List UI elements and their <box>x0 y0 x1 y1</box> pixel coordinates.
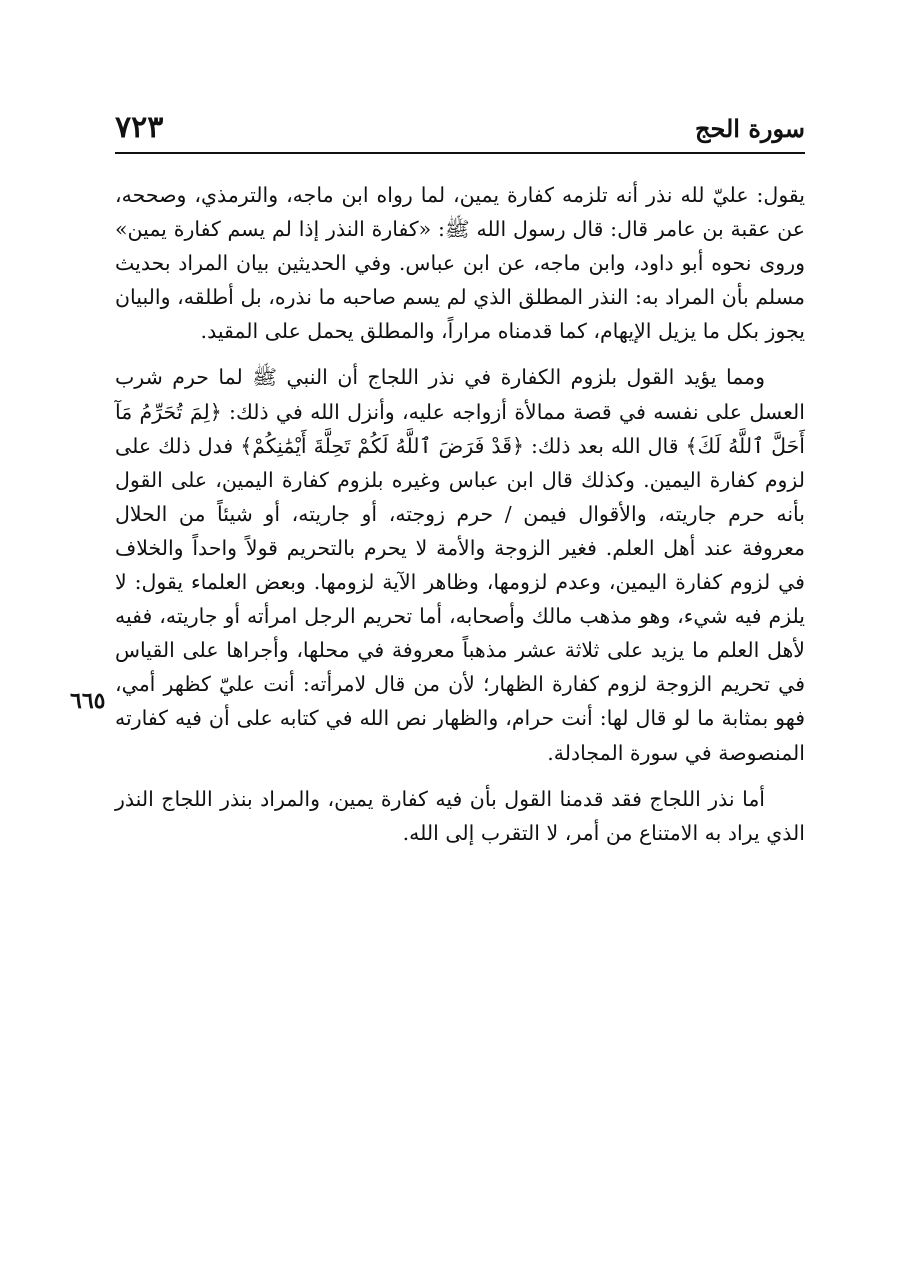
header-divider <box>115 152 805 154</box>
body-text <box>115 178 805 850</box>
running-title: سورة الحج <box>695 114 805 143</box>
paragraph-1: يقول: عليّ لله نذر أنه تلزمه كفارة يمين، لما رواه ابن ماجه، والترمذي، وصححه، عن عقبة بن عامر قال: قال رسول الله ﷺ: «كفارة النذر إذا لم يسم كفارة يمين» وروى نحوه أبو داود، وابن ماجه، عن ابن عباس. وفي الحديثين بيان المراد بحديث مسلم بأن المراد به: النذر المطلق الذي لم يسم صاحبه ما نذره، بل أطلقه، والبيان يجوز بكل ما يزيل الإيهام، كما قدمناه مراراً، والمطلق يحمل على المقيد. <box>115 183 805 344</box>
paragraph-2: ومما يؤيد القول بلزوم الكفارة في نذر اللجاج أن النبي ﷺ لما حرم شرب العسل على نفسه في قصة ممالأة أزواجه عليه، وأنزل الله في ذلك: ﴿لِمَ تُحَرِّمُ مَآ أَحَلَّ ٱللَّهُ لَكَ﴾ قال الله بعد ذلك: ﴿قَدْ فَرَضَ ٱللَّهُ لَكُمْ تَحِلَّةَ أَيْمَٰنِكُمْ﴾ فدل ذلك على لزوم كفارة اليمين. وكذلك قال ابن عباس وغيره بلزوم كفارة اليمين، على القول بأنه حرم جاريته، والأقوال فيمن / حرم زوجته، أو جاريته، أو شيئاً من الحلال معروفة عند أهل العلم. فغير الزوجة والأمة لا يحرم بالتحريم قولاً واحداً والخلاف في لزوم كفارة اليمين، وعدم لزومها، وظاهر الآية لزومها. وبعض العلماء يقول: لا يلزم فيه شيء، وهو مذهب مالك وأصحابه، أما تحريم الرجل امرأته أو جاريته، ففيه لأهل العلم ما يزيد على ثلاثة عشر مذهباً معروفة في محلها، وأجراها على القياس في تحريم الزوجة لزوم كفارة الظهار؛ لأن من قال لامرأته: أنت عليّ كظهر أمي، فهو بمثابة ما لو قال لها: أنت حرام، والظهار نص الله في كتابه على أن فيه كفارته المنصوصة في سورة المجادلة. <box>115 365 805 765</box>
page-header <box>115 108 805 152</box>
margin-page-reference: ٦٦٥ <box>70 688 106 714</box>
page-number: ٧٢٣ <box>115 110 164 145</box>
paragraph-3: أما نذر اللجاج فقد قدمنا القول بأن فيه كفارة يمين، والمراد بنذر اللجاج النذر الذي يراد به الامتناع من أمر، لا التقرب إلى الله. <box>115 786 805 845</box>
